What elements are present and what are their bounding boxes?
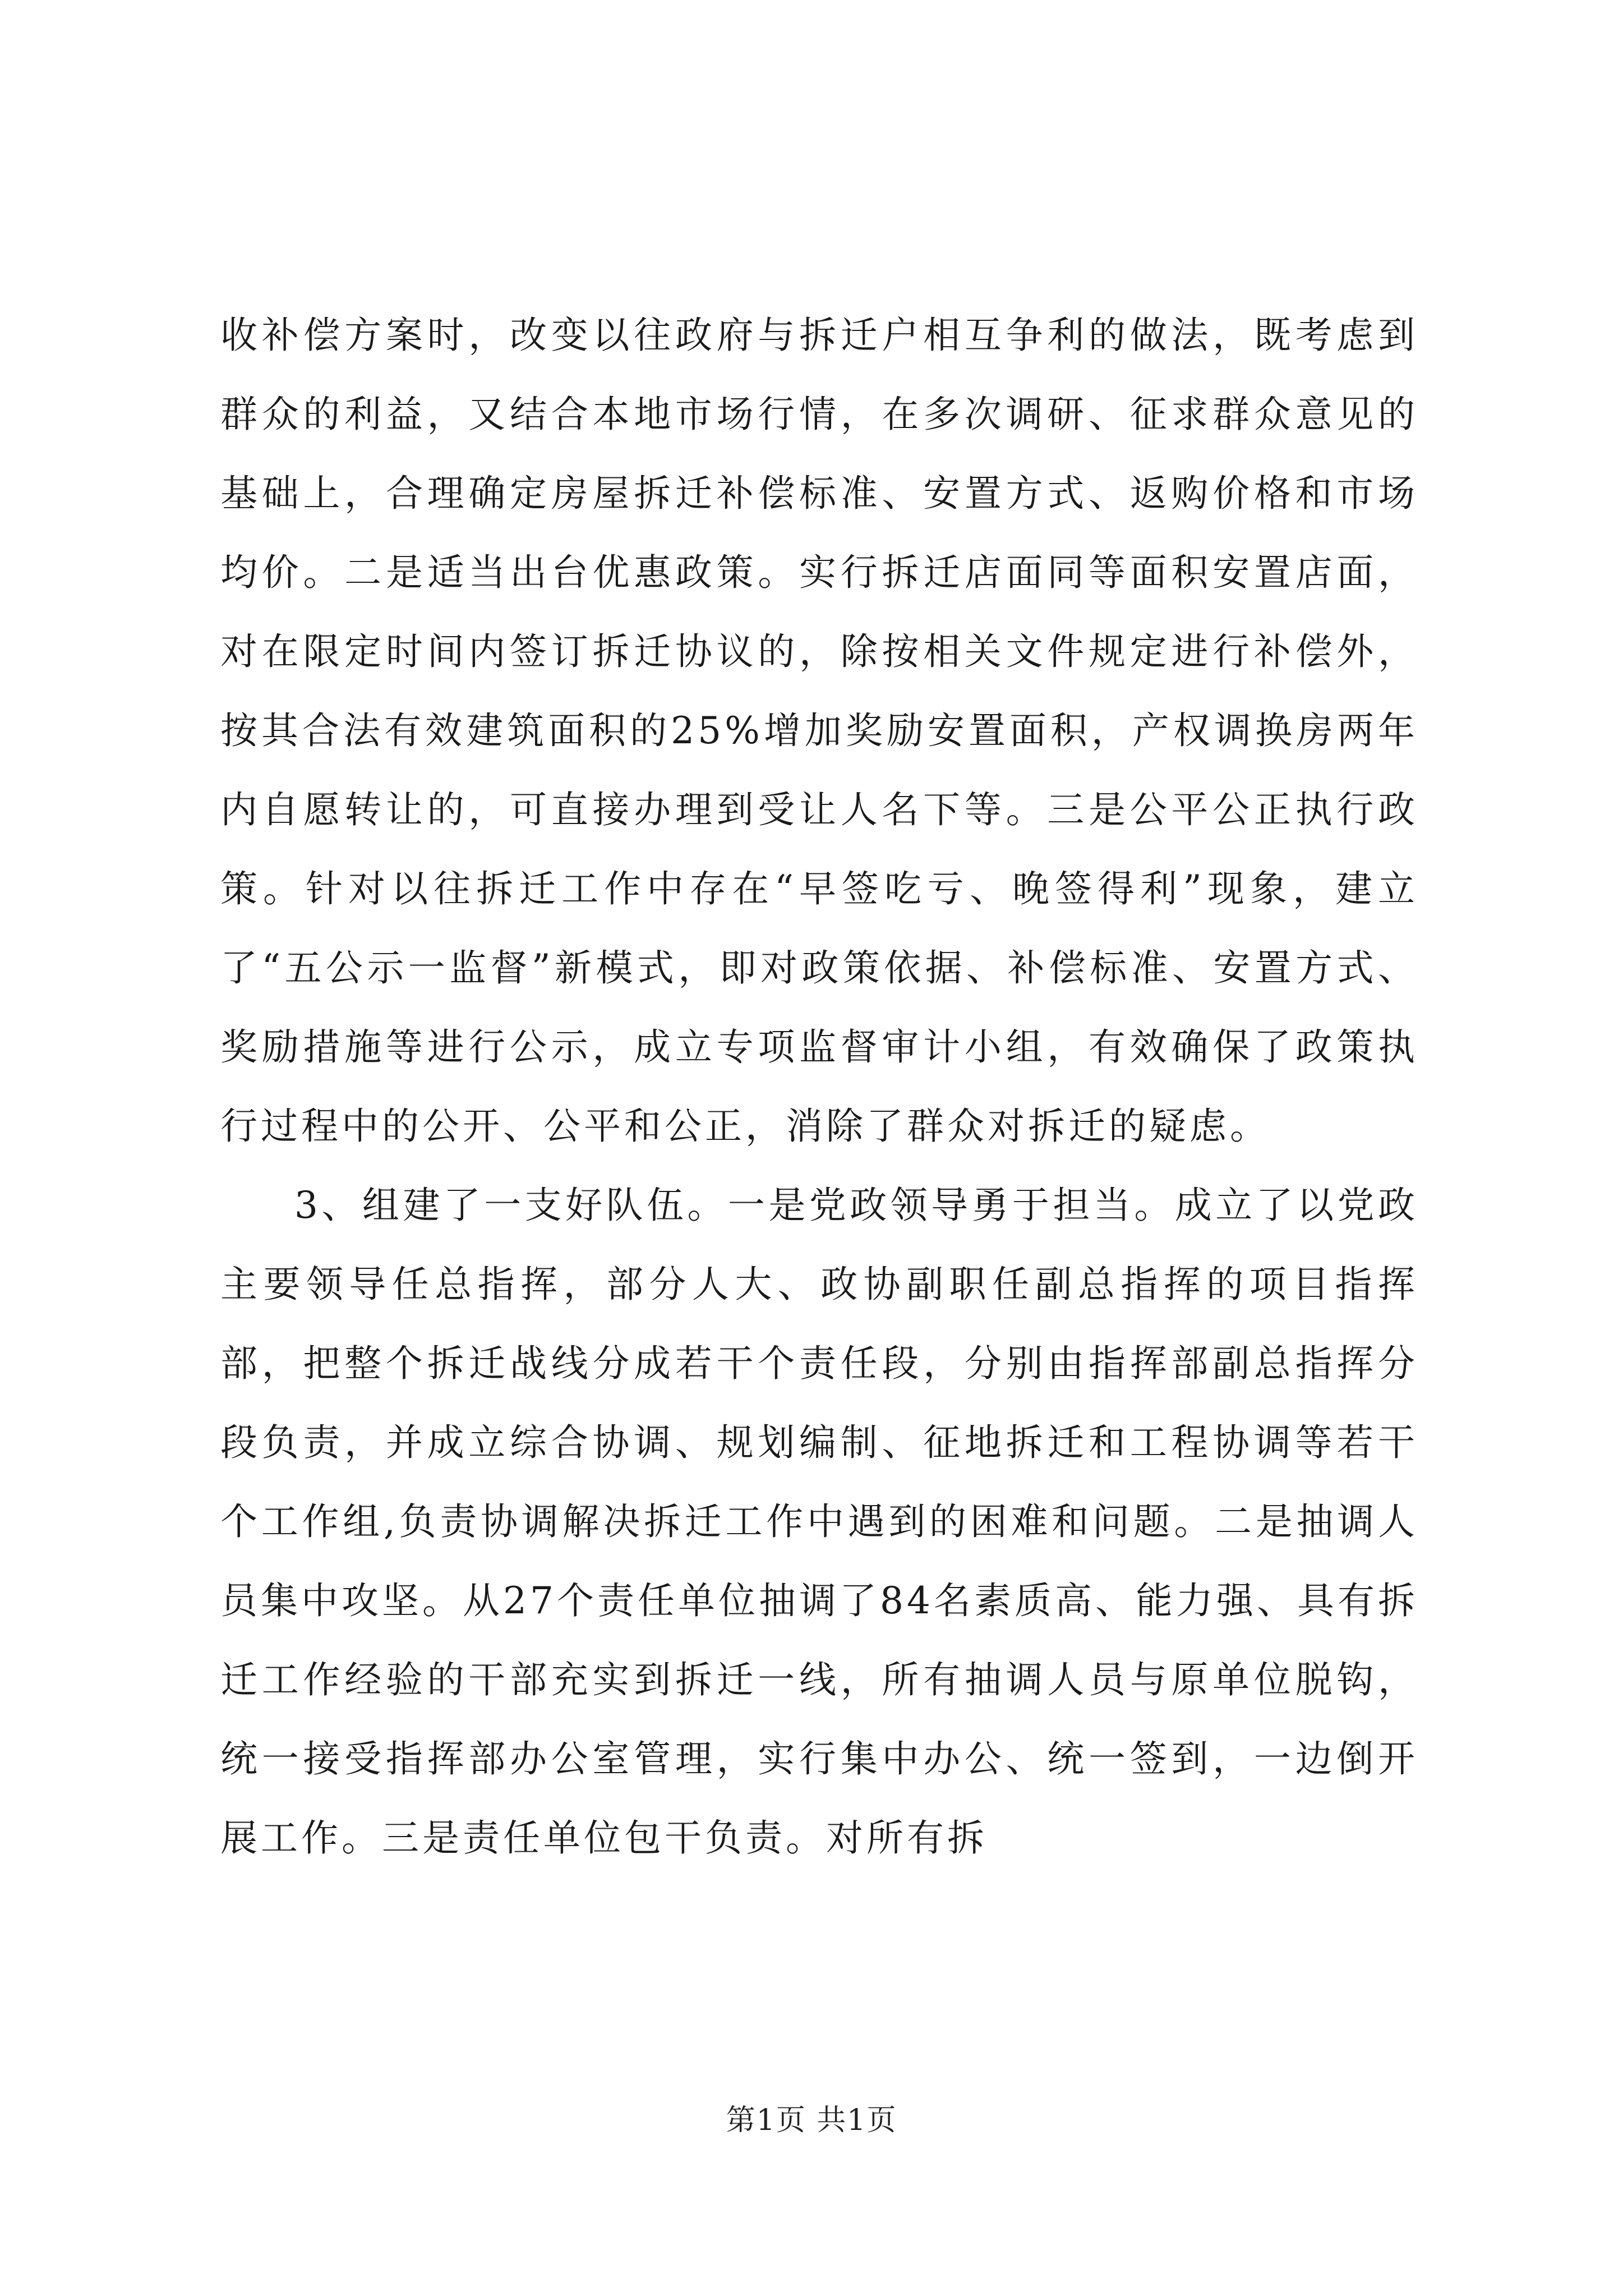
page-footer: 第1页 共1页 <box>726 2104 897 2137</box>
paragraph-policy: 收补偿方案时，改变以往政府与拆迁户相互争利的做法，既考虑到群众的利益，又结合本地市场行情，在多次调研、征求群众意见的基础上，合理确定房屋拆迁补偿标准、安置方式、返购价格和市场均价。二是适当出台优惠政策。实行拆迁店面同等面积安置店面，对在限定时间内签订拆迁协议的，除按相关文件规定进行补偿外，按其合法有效建筑面积的25%增加奖励安置面积，产权调换房两年内自愿转让的，可直接办理到受让人名下等。三是公平公正执行政策。针对以往拆迁工作中存在“早签吃亏、晚签得利”现象，建立了“五公示一监督”新模式，即对政策依据、补偿标准、安置方式、奖励措施等进行公示，成立专项监督审计小组，有效确保了政策执行过程中的公开、公平和公正，消除了群众对拆迁的疑虑。 <box>220 314 1418 1148</box>
document-body <box>220 296 1418 1878</box>
paragraph-team: 3、组建了一支好队伍。一是党政领导勇于担当。成立了以党政主要领导任总指挥，部分人大、政协副职任副总指挥的项目指挥部，把整个拆迁战线分成若干个责任段，分别由指挥部副总指挥分段负责，并成立综合协调、规划编制、征地拆迁和工程协调等若干个工作组,负责协调解决拆迁工作中遇到的困难和问题。二是抽调人员集中攻坚。从27个责任单位抽调了84名素质高、能力强、具有拆迁工作经验的干部充实到拆迁一线，所有抽调人员与原单位脱钩，统一接受指挥部办公室管理，实行集中办公、统一签到，一边倒开展工作。三是责任单位包干负责。对所有拆 <box>220 1184 1418 1860</box>
